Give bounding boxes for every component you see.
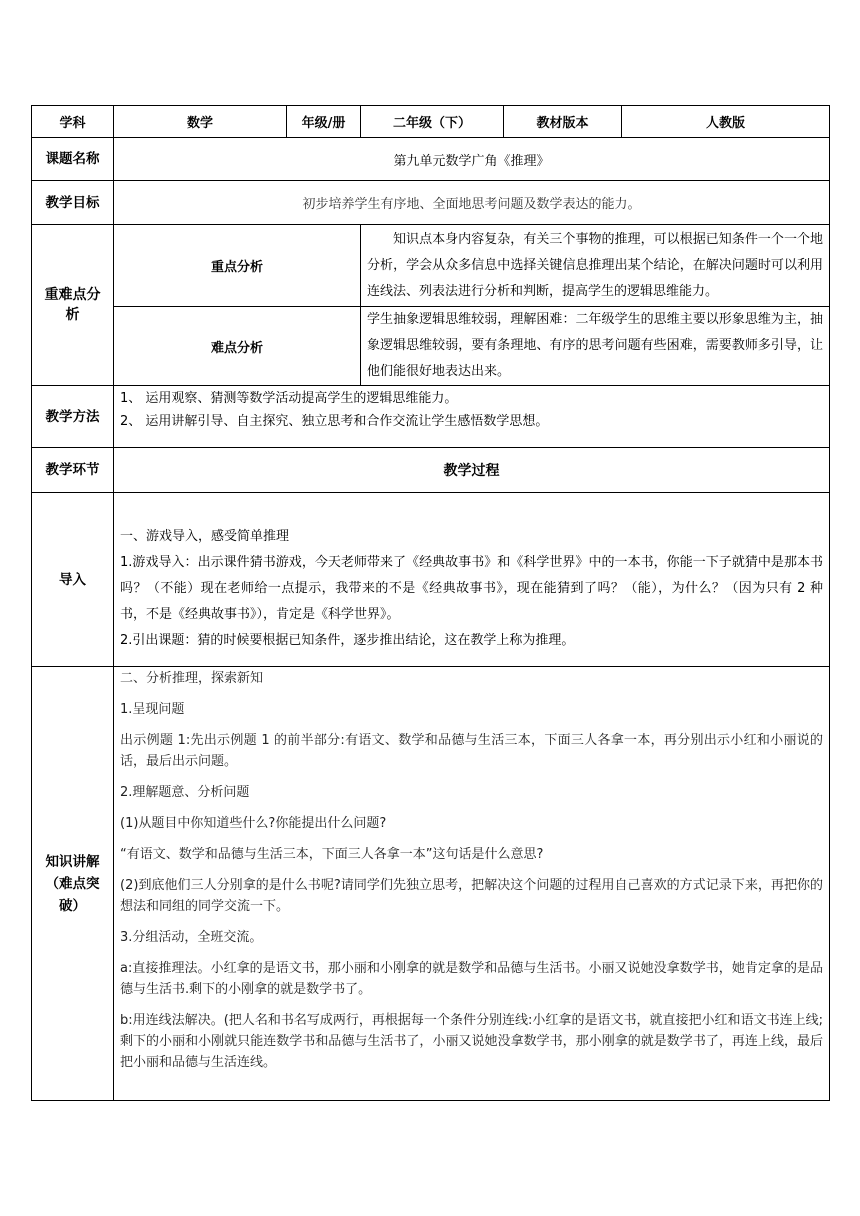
knowledge-paragraph: “有语文、数学和品德与生活三本，下面三人各拿一本”这句话是什么意思? [120, 847, 544, 862]
knowledge-paragraph: 出示例题 1:先出示例题 1 的前半部分:有语文、数学和品德与生活三本，下面三人各拿一本，再分别出示小红和小丽说的话，最后出示问题。 [120, 733, 824, 769]
header-row [32, 106, 830, 138]
process-title: 教学过程 [114, 448, 830, 493]
lesson-plan-sheet [31, 105, 829, 1101]
knowledge-paragraph: (2)到底他们三人分别拿的是什么书呢?请同学们先独立思考，把解决这个问题的过程用自己喜欢的方式记录下来，再把你的想法和同组的同学交流一下。 [120, 878, 824, 914]
knowledge-paragraph: 3.分组活动，全班交流。 [120, 930, 263, 945]
topic-value: 第九单元数学广角《推理》 [114, 138, 830, 181]
key-analysis-text: 知识点本身内容复杂，有关三个事物的推理，可以根据已知条件一个一个地分析，学会从众多信息中选择关键信息推理出某个结论，在解决问题时可以利用连线法、列表法进行分析和判断，提高学生的逻辑思维能力。 [361, 225, 830, 307]
intro-paragraph: 1.游戏导入：出示课件猜书游戏，今天老师带来了《经典故事书》和《科学世界》中的一本书，你能一下子就猜中是那本书吗？（不能）现在老师给一点提示，我带来的不是《经典故事书》，现在能猜到了吗？（能），为什么？（因为只有 2 种书，不是《经典故事书》），肯定是《科学世界》。 [120, 554, 824, 622]
subject-value: 数学 [114, 106, 287, 138]
goal-row [32, 181, 830, 225]
knowledge-heading: 二、分析推理，探索新知 [120, 671, 264, 686]
hard-analysis-text: 学生抽象逻辑思维较弱，理解困难：二年级学生的思维主要以形象思维为主，抽象逻辑思维较弱，要有条理地、有序的思考问题有些困难，需要教师多引导，让他们能很好地表达出来。 [361, 307, 830, 386]
intro-heading: 一、游戏导入，感受简单推理 [120, 528, 290, 544]
knowledge-paragraph: b:用连线法解决。(把人名和书名写成两行，再根据每一个条件分别连线:小红拿的是语文书，就直接把小红和语文书连上线;剩下的小丽和小刚就只能连数学书和品德与生活书了，小丽又说她没拿数学书，那小刚拿的就是数学书了，再连上线，最后把小丽和品德与生活连线。 [120, 1013, 824, 1070]
edition-label: 教材版本 [504, 106, 622, 138]
method-item: 1、 运用观察、猜测等数学活动提高学生的逻辑思维能力。 [120, 391, 458, 406]
method-label: 教学方法 [32, 386, 114, 448]
key-analysis-label: 重点分析 [114, 225, 361, 307]
goal-label: 教学目标 [32, 181, 114, 225]
process-stage-label: 教学环节 [32, 448, 114, 493]
intro-paragraph: 2.引出课题：猜的时候要根据已知条件，逐步推出结论，这在教学上称为推理。 [120, 632, 575, 648]
method-row [32, 386, 830, 448]
method-list [114, 386, 830, 448]
knowledge-label: 知识讲解（难点突破） [32, 667, 114, 1101]
method-item: 2、 运用讲解引导、自主探究、独立思考和合作交流让学生感悟数学思想。 [120, 414, 549, 429]
knowledge-paragraph: 2.理解题意、分析问题 [120, 785, 250, 800]
goal-value: 初步培养学生有序地、全面地思考问题及数学表达的能力。 [114, 181, 830, 225]
knowledge-content [114, 667, 830, 1101]
intro-content [114, 493, 830, 667]
knowledge-paragraph: (1)从题目中你知道些什么?你能提出什么问题? [120, 816, 387, 831]
analysis-label: 重难点分析 [32, 225, 114, 386]
grade-value: 二年级（下） [361, 106, 504, 138]
process-header-row [32, 448, 830, 493]
edition-value: 人教版 [622, 106, 830, 138]
hard-analysis-row [32, 307, 830, 386]
topic-row [32, 138, 830, 181]
hard-analysis-label: 难点分析 [114, 307, 361, 386]
grade-label: 年级/册 [287, 106, 361, 138]
subject-label: 学科 [32, 106, 114, 138]
key-analysis-row [32, 225, 830, 307]
lesson-plan-table [31, 105, 830, 1101]
intro-row [32, 493, 830, 667]
topic-label: 课题名称 [32, 138, 114, 181]
knowledge-paragraph: 1.呈现问题 [120, 702, 185, 717]
knowledge-row [32, 667, 830, 1101]
knowledge-paragraph: a:直接推理法。小红拿的是语文书，那小丽和小刚拿的就是数学和品德与生活书。小丽又说她没拿数学书，她肯定拿的是品德与生活书.剩下的小刚拿的就是数学书了。 [120, 961, 824, 997]
intro-label: 导入 [32, 493, 114, 667]
